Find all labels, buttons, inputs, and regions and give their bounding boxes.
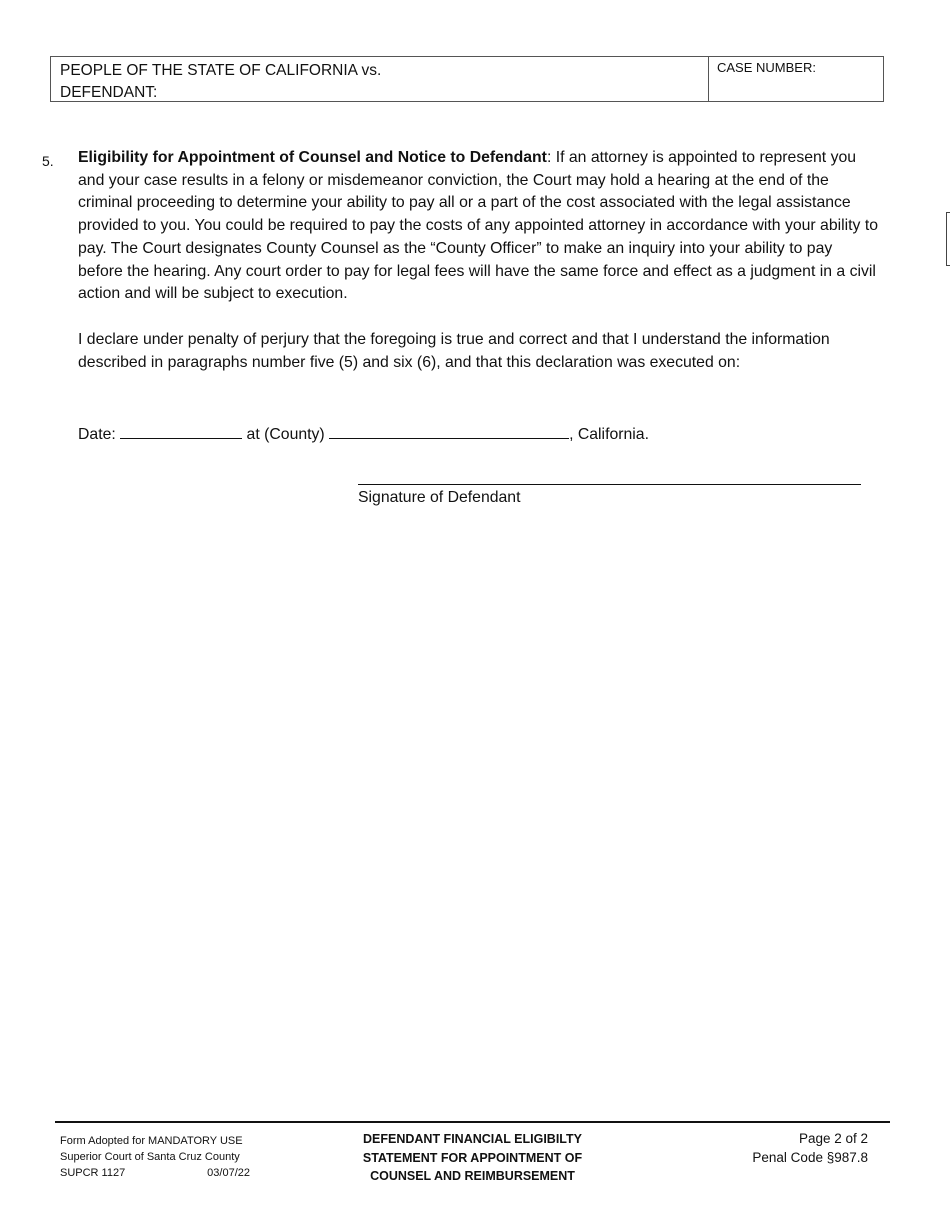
- case-number-label: CASE NUMBER:: [717, 60, 816, 75]
- section-5-heading: Eligibility for Appointment of Counsel and Notice to Defendant: [78, 149, 547, 166]
- edge-bracket-mark: [946, 212, 950, 266]
- section-5-body: : If an attorney is appointed to represent you and your case results in a felony or misdemeanor conviction, the Court may hold a hearing at the end of the criminal proceeding to determine your ability to pay all or a part of the cost associated with the legal assistance provided to you. You could be required to pay the costs of any appointed attorney in accordance with your ability to pay. The Court designates County Counsel as the “County Officer” to make an inquiry into your ability to pay before the hearing. Any court order to pay for legal fees will have the same force and effect as a judgment in a civil action and will be subject to execution.: [78, 149, 879, 303]
- county-field[interactable]: [329, 420, 569, 439]
- footer-form-date: 03/07/22: [207, 1167, 250, 1179]
- caption-parties: [51, 57, 708, 101]
- declaration-paragraph: I declare under penalty of perjury that the foregoing is true and correct and that I understand the information described in paragraphs number five (5) and six (6), and that this declaration was executed on:: [78, 331, 830, 371]
- signature-field[interactable]: [358, 484, 861, 485]
- case-number-field[interactable]: [708, 57, 883, 101]
- county-label: at (County): [246, 426, 325, 443]
- caption-defendant-label: DEFENDANT:: [60, 84, 158, 101]
- footer-form-title: [340, 1130, 605, 1186]
- date-field[interactable]: [120, 420, 242, 439]
- section-number: 5.: [42, 153, 54, 169]
- date-county-line: [78, 420, 649, 446]
- footer-form-id: SUPCR 1127: [60, 1167, 126, 1179]
- footer-page-info: [752, 1130, 868, 1167]
- footer-form-info: [60, 1133, 250, 1181]
- case-caption-box: [50, 56, 884, 102]
- footer-court-name: Superior Court of Santa Cruz County: [60, 1151, 240, 1163]
- footer-mandatory-use: Form Adopted for MANDATORY USE: [60, 1135, 243, 1147]
- state-suffix: , California.: [569, 426, 649, 443]
- footer-penal-code: Penal Code §987.8: [752, 1149, 868, 1165]
- footer-title-line-2: STATEMENT FOR APPOINTMENT OF: [362, 1150, 583, 1165]
- footer-page-number: Page 2 of 2: [798, 1131, 868, 1146]
- footer-title-line-3: COUNSEL AND REIMBURSEMENT: [370, 1169, 575, 1183]
- section-5-paragraph: [78, 147, 878, 306]
- footer-divider: [55, 1121, 890, 1123]
- footer-title-line-1: DEFENDANT FINANCIAL ELIGIBILTY: [363, 1132, 582, 1146]
- signature-label: Signature of Defendant: [358, 489, 521, 506]
- caption-people-line: PEOPLE OF THE STATE OF CALIFORNIA vs.: [60, 62, 382, 79]
- date-label: Date:: [78, 426, 116, 443]
